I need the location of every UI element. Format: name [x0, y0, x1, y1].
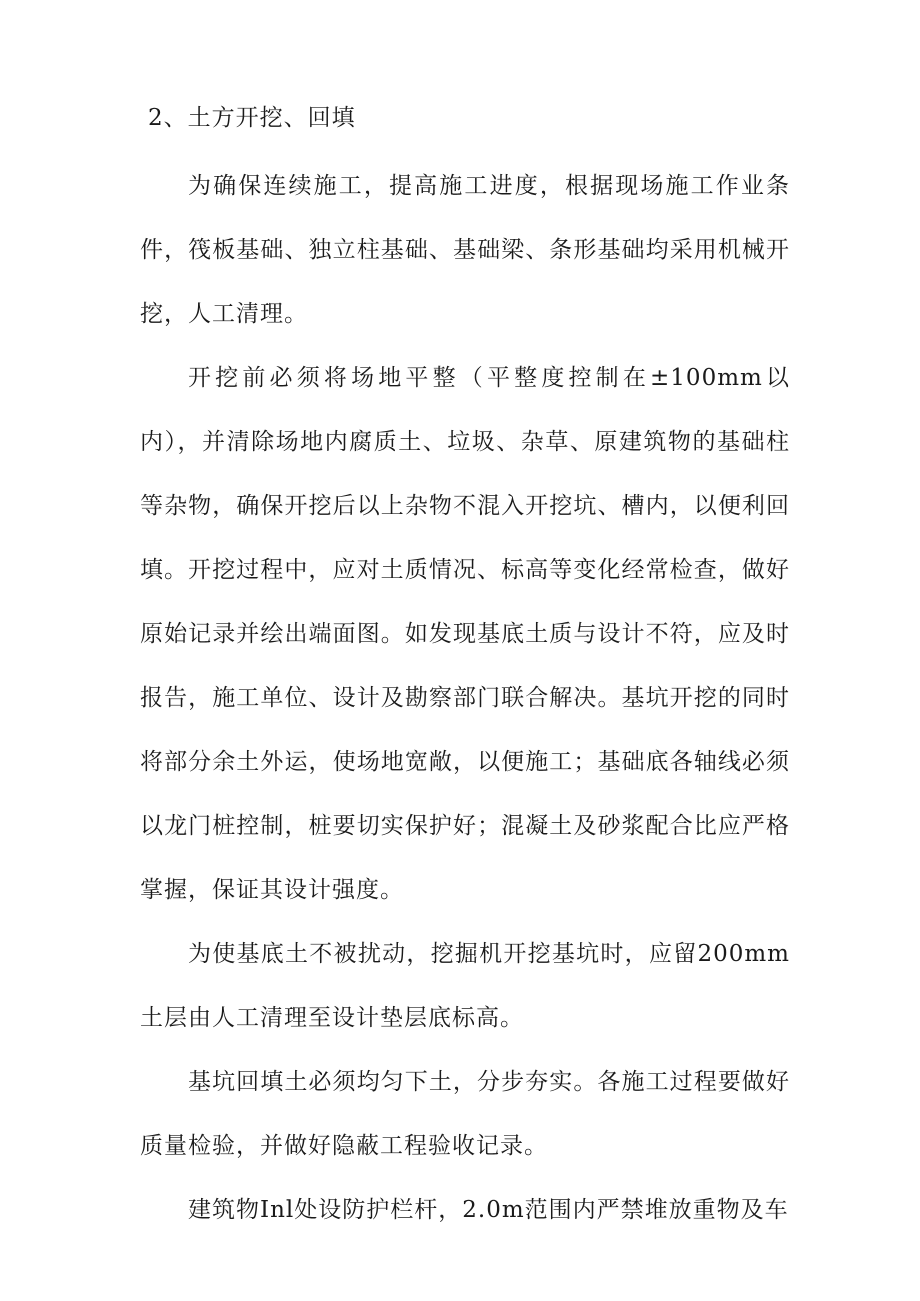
- paragraph-site-leveling: 开挖前必须将场地平整（平整度控制在±100mm以内），并清除场地内腐质土、垃圾、杂草、原建筑物的基础柱等杂物，确保开挖后以上杂物不混入开挖坑、槽内，以便利回填。: [140, 365, 790, 583]
- paragraph-guardrail: 建筑物Inl处设防护栏杆，2.0m范围内严禁堆放重物及车: [188, 1197, 789, 1223]
- paragraph-excavation-process: 开挖过程中，应对土质情况、标高等变化经常检查，做好原始记录并绘出端面图。如发现基底土质与设计不符，应及时报告，施工单位、设计及勘察部门联合解决。基坑开挖的同时将部分余土外运，使场地宽敞，以便施工；基础底各轴线必须以龙门桩控制，桩要切实保护好；混凝土及砂浆配合比应严格掌握，保证其设计强度。: [140, 557, 790, 903]
- paragraph-reserved-soil-layer: 为使基底土不被扰动，挖掘机开挖基坑时，应留200mm土层由人工清理至设计垫层底标高。: [140, 941, 790, 1031]
- paragraph-excavation-method: 为确保连续施工，提高施工进度，根据现场施工作业条件，筏板基础、独立柱基础、基础梁、条形基础均采用机械开挖，人工清理。: [140, 173, 790, 327]
- section-heading: 2、土方开挖、回填: [148, 105, 356, 131]
- paragraph-backfill: 基坑回填土必须均匀下土，分步夯实。各施工过程要做好质量检验，并做好隐蔽工程验收记录。: [140, 1069, 790, 1159]
